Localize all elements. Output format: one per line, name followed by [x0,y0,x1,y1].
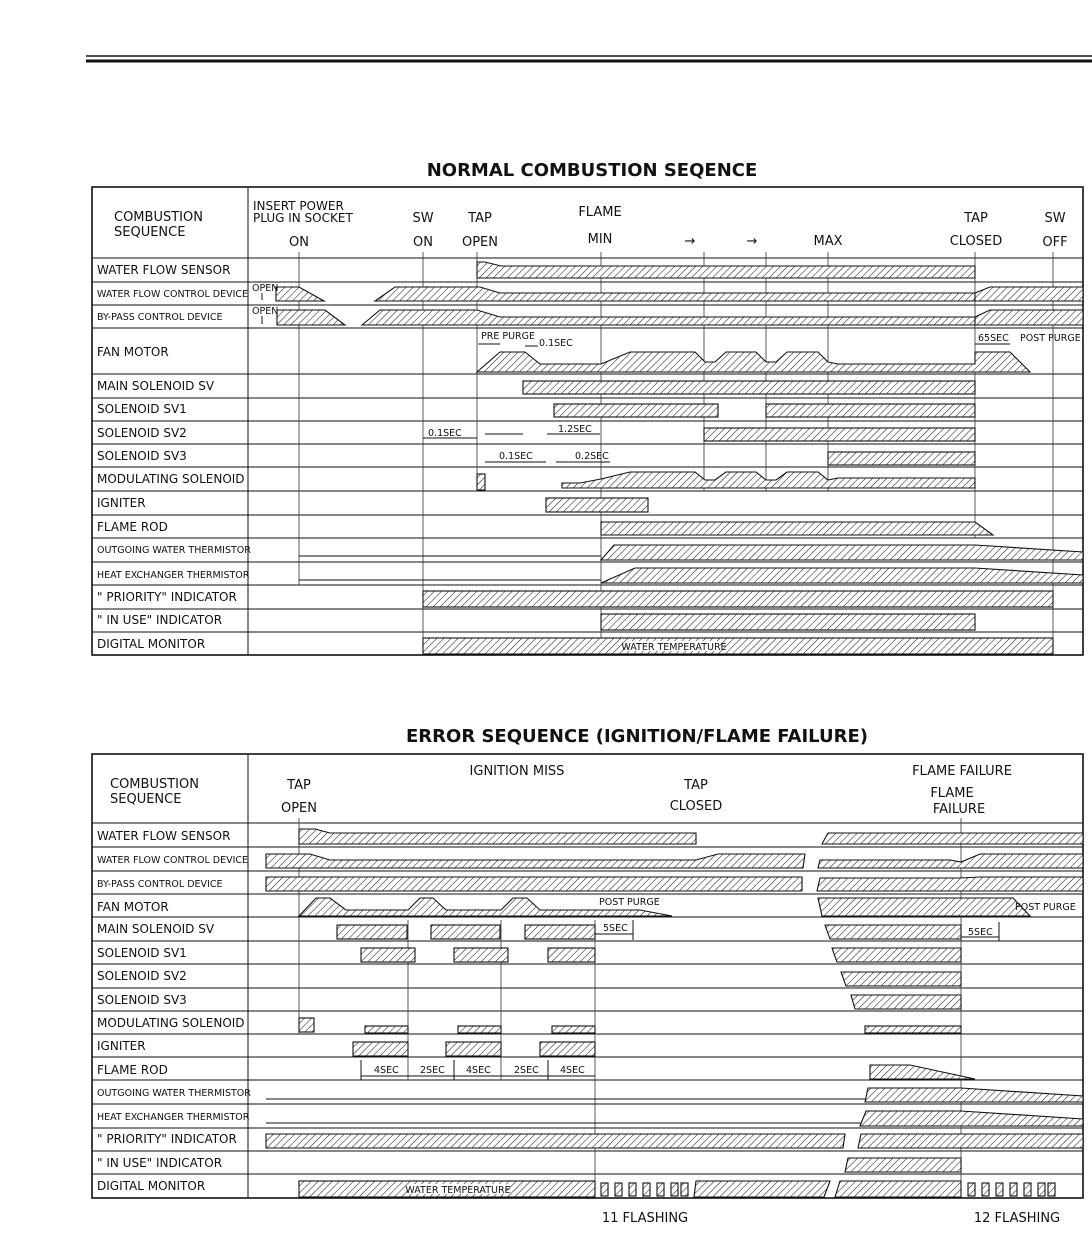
svg-text:FAN MOTOR: FAN MOTOR [97,900,169,914]
svg-text:WATER FLOW SENSOR: WATER FLOW SENSOR [97,829,231,843]
svg-text:SEQUENCE: SEQUENCE [114,225,186,240]
svg-text:CLOSED: CLOSED [669,799,723,814]
error-title: ERROR SEQUENCE (IGNITION/FLAME FAILURE) [406,726,868,747]
svg-text:DIGITAL MONITOR: DIGITAL MONITOR [97,1179,206,1193]
svg-text:11 FLASHING: 11 FLASHING [601,1211,689,1226]
svg-text:OUTGOING WATER THERMISTOR: OUTGOING WATER THERMISTOR [97,545,251,556]
svg-text:HEAT EXCHANGER THERMISTOR: HEAT EXCHANGER THERMISTOR [97,570,250,581]
svg-text:MODULATING SOLENOID: MODULATING SOLENOID [97,472,245,486]
svg-text:FAN MOTOR: FAN MOTOR [97,345,169,359]
svg-text:FLAME: FLAME [578,205,622,220]
svg-text:TAP: TAP [287,778,311,793]
svg-text:IGNITER: IGNITER [97,496,146,510]
svg-text:CLOSED: CLOSED [949,234,1003,249]
svg-text:WATER TEMPERATURE: WATER TEMPERATURE [621,642,727,653]
svg-text:FAILURE: FAILURE [932,802,986,817]
svg-text:4SEC: 4SEC [560,1065,585,1076]
svg-text:0.1SEC: 0.1SEC [499,451,533,462]
svg-text:OFF: OFF [1042,235,1068,250]
svg-text:SOLENOID SV1: SOLENOID SV1 [97,946,187,960]
svg-text:SOLENOID SV2: SOLENOID SV2 [97,969,187,983]
svg-text:5SEC: 5SEC [603,923,628,934]
svg-text:MAIN SOLENOID SV: MAIN SOLENOID SV [97,922,215,936]
normal-bars [276,262,1083,654]
svg-text:FLAME ROD: FLAME ROD [97,520,168,534]
svg-text:ON: ON [413,235,433,250]
svg-text:FLAME: FLAME [930,786,974,801]
svg-text:MODULATING SOLENOID: MODULATING SOLENOID [97,1016,245,1030]
svg-text:COMBUSTION: COMBUSTION [114,210,203,225]
svg-text:SOLENOID SV1: SOLENOID SV1 [97,402,187,416]
svg-text:TAP: TAP [684,778,708,793]
svg-text:SOLENOID SV3: SOLENOID SV3 [97,993,187,1007]
svg-text:12 FLASHING: 12 FLASHING [973,1211,1061,1226]
svg-text:→: → [684,234,696,249]
svg-text:OPEN: OPEN [461,235,499,250]
svg-text:SW: SW [412,211,434,226]
svg-text:0.1SEC: 0.1SEC [539,338,573,349]
svg-text:4SEC: 4SEC [374,1065,399,1076]
svg-text:COMBUSTION: COMBUSTION [110,777,199,792]
svg-text:2SEC: 2SEC [420,1065,445,1076]
svg-text:MAIN SOLENOID SV: MAIN SOLENOID SV [97,379,215,393]
svg-text:PRE PURGE: PRE PURGE [481,331,535,342]
svg-text:0.1SEC: 0.1SEC [428,428,462,439]
svg-text:DIGITAL MONITOR: DIGITAL MONITOR [97,637,206,651]
svg-text:FLAME FAILURE: FLAME FAILURE [912,764,1012,779]
normal-sequence-table [92,187,1083,655]
svg-text:TAP: TAP [964,211,988,226]
svg-text:ON: ON [289,235,309,250]
error-annotations [361,897,1076,1226]
normal-header [114,199,1068,250]
error-header [110,764,1012,817]
svg-text:INSERT POWER: INSERT POWER [253,199,344,213]
svg-text:TAP: TAP [468,211,492,226]
svg-text:" PRIORITY" INDICATOR: " PRIORITY" INDICATOR [97,590,237,604]
svg-text:OUTGOING WATER THERMISTOR: OUTGOING WATER THERMISTOR [97,1088,251,1099]
svg-text:→: → [746,234,758,249]
svg-text:OPEN: OPEN [252,306,279,317]
svg-text:IGNITION MISS: IGNITION MISS [469,764,565,779]
svg-text:0.2SEC: 0.2SEC [575,451,609,462]
svg-text:5SEC: 5SEC [968,927,993,938]
svg-text:4SEC: 4SEC [466,1065,491,1076]
error-bars [266,829,1083,1197]
svg-text:POST PURGE: POST PURGE [1020,333,1081,344]
svg-text:PLUG IN SOCKET: PLUG IN SOCKET [253,211,353,225]
svg-text:65SEC: 65SEC [978,333,1009,344]
svg-text:HEAT EXCHANGER THERMISTOR: HEAT EXCHANGER THERMISTOR [97,1112,250,1123]
svg-text:" IN USE" INDICATOR: " IN USE" INDICATOR [97,1156,223,1170]
svg-text:" PRIORITY" INDICATOR: " PRIORITY" INDICATOR [97,1132,237,1146]
svg-text:WATER TEMPERATURE: WATER TEMPERATURE [405,1185,511,1196]
svg-text:" IN USE" INDICATOR: " IN USE" INDICATOR [97,613,223,627]
normal-row-labels [97,263,251,651]
svg-text:2SEC: 2SEC [514,1065,539,1076]
svg-text:OPEN: OPEN [280,801,318,816]
svg-text:POST PURGE: POST PURGE [599,897,660,908]
svg-text:MAX: MAX [813,234,843,249]
svg-text:SOLENOID SV2: SOLENOID SV2 [97,426,187,440]
svg-text:SW: SW [1044,211,1066,226]
svg-text:WATER FLOW CONTROL DEVICE: WATER FLOW CONTROL DEVICE [97,289,249,300]
svg-text:BY-PASS CONTROL DEVICE: BY-PASS CONTROL DEVICE [97,879,223,890]
normal-title: NORMAL COMBUSTION SEQENCE [426,160,758,181]
svg-text:SOLENOID SV3: SOLENOID SV3 [97,449,187,463]
svg-text:SEQUENCE: SEQUENCE [110,792,182,807]
svg-text:POST PURGE: POST PURGE [1015,902,1076,913]
svg-text:BY-PASS CONTROL DEVICE: BY-PASS CONTROL DEVICE [97,312,223,323]
svg-text:WATER FLOW CONTROL DEVICE: WATER FLOW CONTROL DEVICE [97,855,249,866]
svg-text:OPEN: OPEN [252,283,279,294]
svg-text:MIN: MIN [587,232,613,247]
svg-text:WATER FLOW SENSOR: WATER FLOW SENSOR [97,263,231,277]
svg-text:1.2SEC: 1.2SEC [558,424,592,435]
svg-text:FLAME ROD: FLAME ROD [97,1063,168,1077]
svg-text:IGNITER: IGNITER [97,1039,146,1053]
